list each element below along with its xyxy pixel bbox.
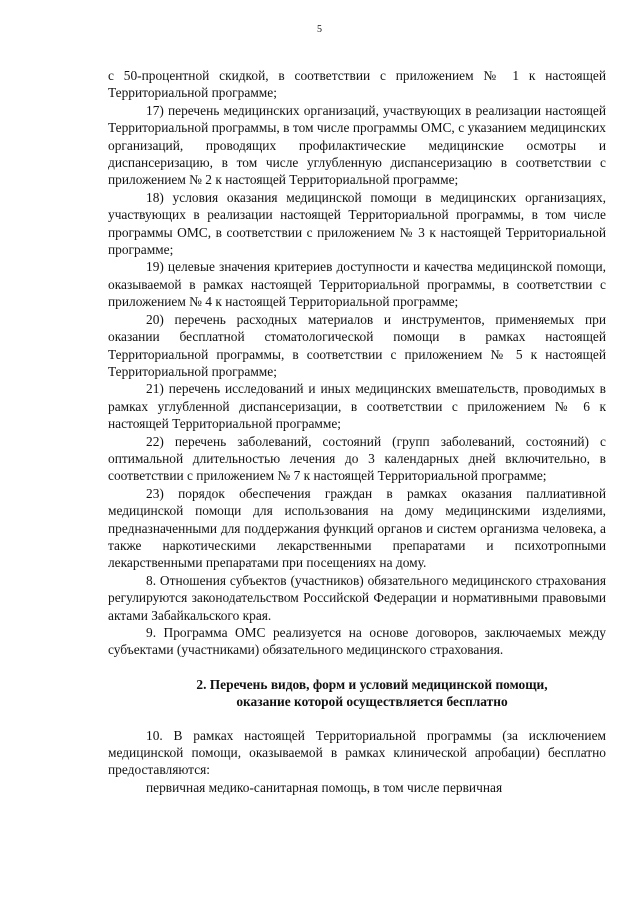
list-item-20: 20) перечень расходных материалов и инструментов, применяемых при оказании бесплатной стоматологической помощи в рамках настоящей Территориальной программы, в соответствии с приложением № 5 к настоящей Территориальной программе; — [108, 311, 606, 379]
list-item-17: 17) перечень медицинских организаций, участвующих в реализации настоящей Территориальной программы, в том числе программы ОМС, с указанием медицинских организаций, проводящих профилактические медицинские осмотры и диспансеризацию, в том числе углубленную диспансеризацию в соответствии с приложением № 2 к настоящей Территориальной программе; — [108, 102, 606, 188]
section-heading — [108, 676, 606, 711]
section-heading-line-1: 2. Перечень видов, форм и условий медицинской помощи, — [196, 676, 548, 692]
paragraph-continuation: с 50-процентной скидкой, в соответствии с приложением № 1 к настоящей Территориальной программе; — [108, 68, 606, 101]
clause-9: 9. Программа ОМС реализуется на основе договоров, заключаемых между субъектами (участниками) обязательного медицинского страхования. — [108, 625, 606, 658]
page-number: 5 — [317, 24, 322, 35]
clause-8: 8. Отношения субъектов (участников) обязательного медицинского страхования регулируются законодательством Российской Федерации и нормативными правовыми актами Забайкальского края. — [108, 572, 606, 623]
list-item-22: 22) перечень заболеваний, состояний (групп заболеваний, состояний) с оптимальной длительностью лечения до 3 календарных дней включительно, в соответствии с приложением № 7 к настоящей Территориальной программе; — [108, 433, 606, 484]
list-item-21: 21) перечень исследований и иных медицинских вмешательств, проводимых в рамках углубленной диспансеризации, в соответствии с приложением № 6 к настоящей Территориальной программе; — [108, 381, 606, 432]
document-body — [108, 67, 606, 796]
paragraph-primary-care: первичная медико-санитарная помощь, в том числе первичная — [146, 779, 503, 795]
list-item-19: 19) целевые значения критериев доступности и качества медицинской помощи, оказываемой в рамках настоящей Территориальной программы, в соответствии с приложением № 4 к настоящей Территориальной программе; — [108, 259, 606, 310]
list-item-23: 23) порядок обеспечения граждан в рамках оказания паллиативной медицинской помощи для использования на дому медицинскими изделиями, предназначенными для поддержания функций органов и систем организма человека, а также наркотическими лекарственными препаратами и психотропными лекарственными препаратами при посещениях на дому. — [108, 485, 606, 571]
clause-10: 10. В рамках настоящей Территориальной программы (за исключением медицинской помощи, оказываемой в рамках клинической апробации) бесплатно предоставляются: — [108, 727, 606, 778]
section-heading-line-2: оказание которой осуществляется бесплатно — [236, 694, 508, 710]
list-item-18: 18) условия оказания медицинской помощи в медицинских организациях, участвующих в реализации настоящей Территориальной программы, в том числе программы ОМС, в соответствии с приложением № 3 к настоящей Территориальной программе; — [108, 189, 606, 258]
